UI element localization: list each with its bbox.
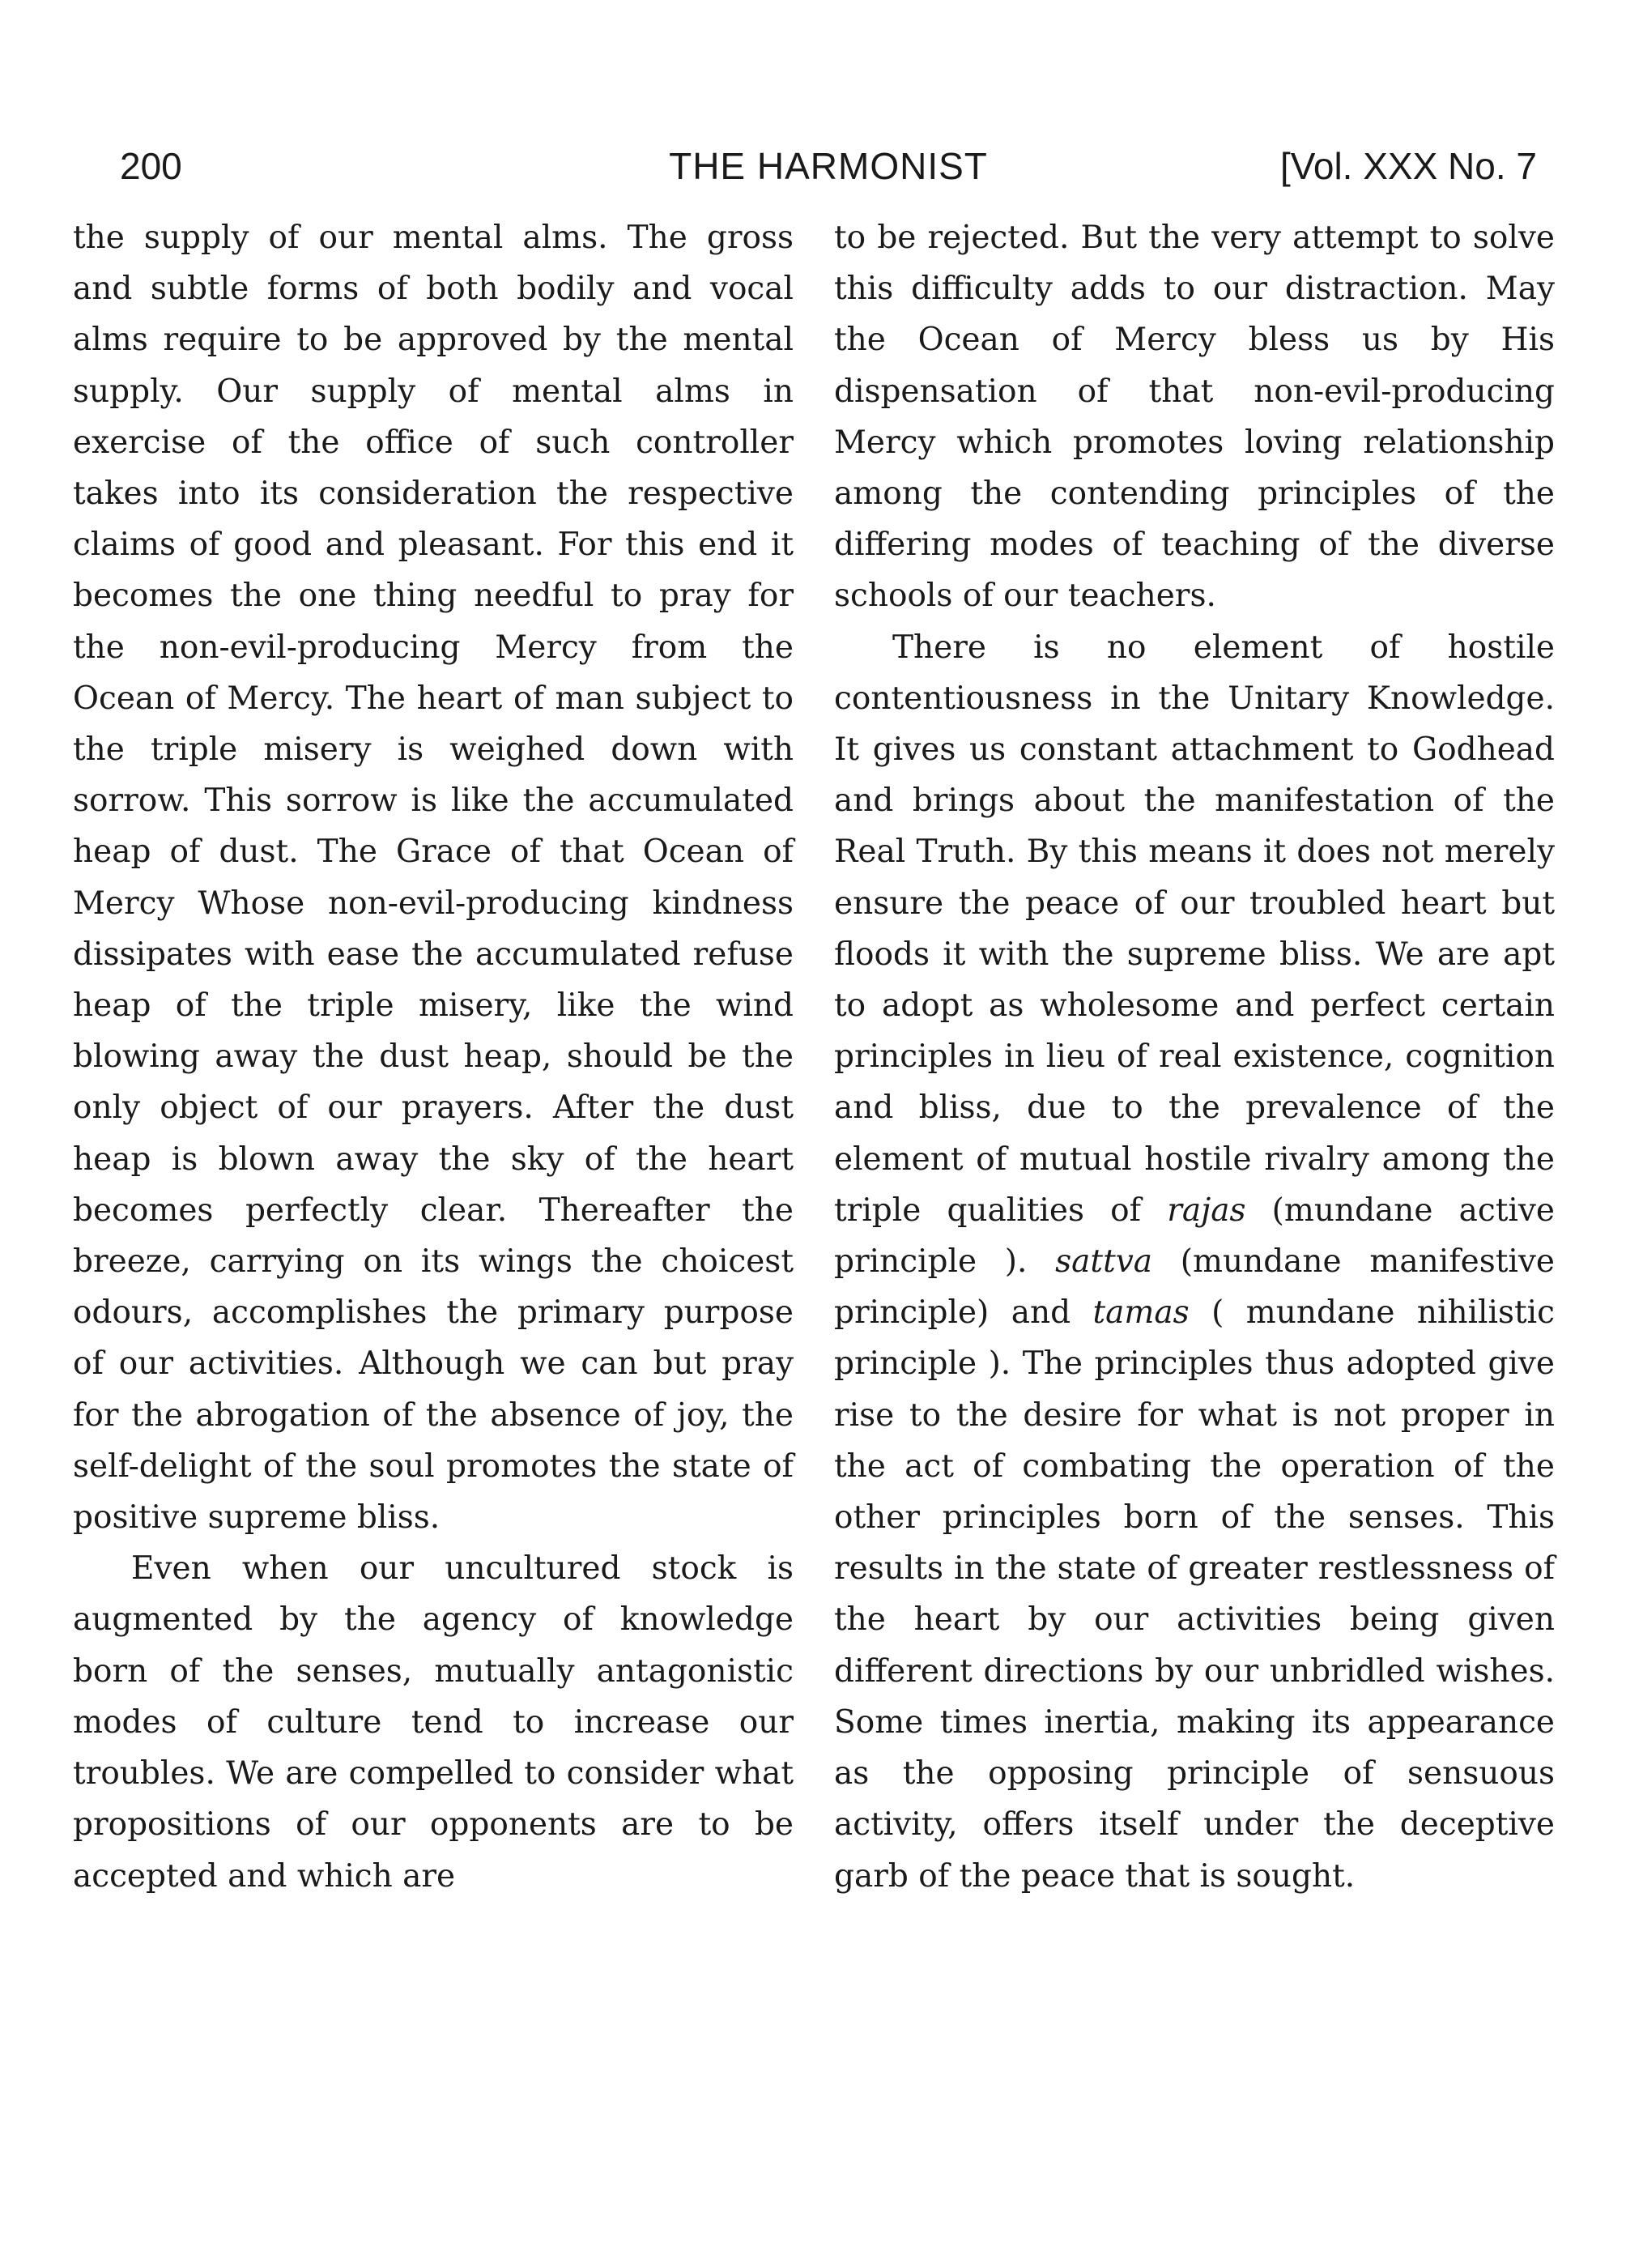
running-header xyxy=(120,144,1537,193)
right-paragraph-2-text-c: (mundane manifestive principle) and xyxy=(834,1243,1555,1332)
right-paragraph-2-text-b: (mundane active principle ). xyxy=(834,1192,1555,1281)
right-paragraph-1: to be rejected. But the very attempt to solve this difficulty adds to our distraction. May the Ocean of Mercy bless us by His dispensation of that non-evil-producing Mercy which promotes loving relationship among the contending principles of the differing modes of teaching of the diverse schools of our teachers. xyxy=(834,220,1555,615)
left-paragraph-1: the supply of our mental alms. The gross and subtle forms of both bodily and vocal alms require to be approved by the mental supply. Our supply of mental alms in exercise of the office of such controller takes into its consideration the respective claims of good and pleasant. For this end it becomes the one thing needful to pray for the non-evil-producing Mercy from the Ocean of Mercy. The heart of man subject to the triple misery is weighed down with sorrow. This sorrow is like the accumulated heap of dust. The Grace of that Ocean of Mercy Whose non-evil-producing kindness dissipates with ease the accumulated refuse heap of the triple misery, like the wind blowing away the dust heap, should be the only object of our prayers. After the dust heap is blown away the sky of the heart becomes perfectly clear. Thereafter the breeze, carrying on its wings the choicest odours, accomplishes the primary purpose of our activities. Although we can but pray for the abrogation of the absence of joy, the self-delight of the soul promotes the state of positive supreme bliss. xyxy=(73,220,794,1537)
term-sattva: sattva xyxy=(1055,1243,1153,1281)
right-paragraph-2 xyxy=(834,622,1555,1902)
right-column xyxy=(834,212,1555,1902)
left-column xyxy=(73,212,794,1902)
term-rajas: rajas xyxy=(1167,1192,1246,1229)
right-paragraph-2-text-a: There is no element of hostile contentiousness in the Unitary Knowledge. It gives us constant attachment to Godhead and brings about the manifestation of the Real Truth. By this means it does not merely ensure the peace of our troubled heart but floods it with the supreme bliss. We are apt to adopt as wholesome and perfect certain principles in lieu of real existence, cognition and bliss, due to the prevalence of the element of mutual hostile rivalry among the triple qualities of xyxy=(834,629,1555,1229)
journal-title: THE HARMONIST xyxy=(669,145,988,187)
right-paragraph-2-text-d: ( mundane nihilistic principle ). The principles thus adopted give rise to the desire for what is not proper in the act of combating the operation of the other principles born of the senses. This results in the state of greater restlessness of the heart by our activities being given different directions by our unbridled wishes. Some times inertia, making its appearance as the opposing principle of sensuous activity, offers itself under the deceptive garb of the peace that is sought. xyxy=(834,1294,1555,1895)
page-number: 200 xyxy=(120,145,182,187)
left-paragraph-2: Even when our uncultured stock is augmented by the agency of knowledge born of the senses, mutually antagonistic modes of culture tend to increase our troubles. We are compelled to consider what propositions of our opponents are to be accepted and which are xyxy=(73,1550,794,1895)
term-tamas: tamas xyxy=(1092,1294,1190,1332)
volume-label: [Vol. XXX No. 7 xyxy=(1279,145,1537,187)
